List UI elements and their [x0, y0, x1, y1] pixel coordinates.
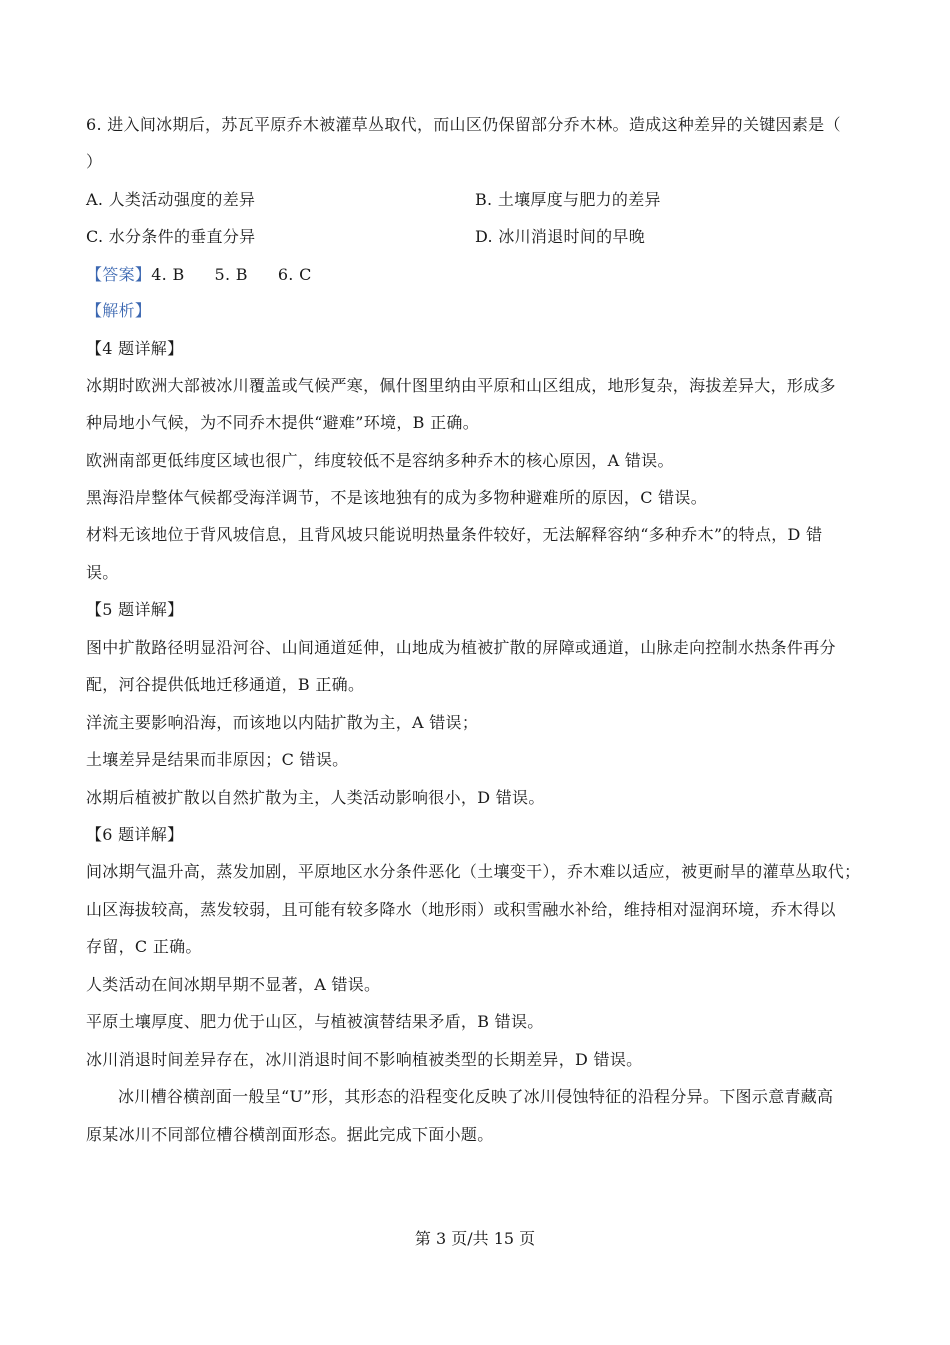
answer-5: 5. B [214, 265, 248, 284]
detail-6-line: 山区海拔较高，蒸发较弱，且可能有较多降水（地形雨）或积雪融水补给，维持相对湿润环境，乔木得以 [86, 900, 836, 919]
material-paragraph-line1: 冰川槽谷横剖面一般呈“U”形，其形态的沿程变化反映了冰川侵蚀特征的沿程分异。下图示意青藏高 [118, 1087, 834, 1106]
detail-5-line: 配，河谷提供低地迁移通道，B 正确。 [86, 675, 365, 694]
detail-4-line: 种局地小气候，为不同乔木提供“避难”环境，B 正确。 [86, 413, 480, 432]
detail-6-line: 冰川消退时间差异存在，冰川消退时间不影响植被类型的长期差异，D 错误。 [86, 1050, 643, 1069]
detail-4-line: 冰期时欧洲大部被冰川覆盖或气候严寒，佩什图里纳由平原和山区组成，地形复杂，海拔差异大，形成多 [86, 376, 836, 395]
detail-4-line: 材料无该地位于背风坡信息，且背风坡只能说明热量条件较好，无法解释容纳“多种乔木”的特点，D 错 [86, 525, 823, 544]
answer-6: 6. C [277, 265, 312, 284]
answer-4: 4. B [151, 265, 185, 284]
material-paragraph-line2: 原某冰川不同部位槽谷横剖面形态。据此完成下面小题。 [86, 1125, 494, 1144]
detail-5-heading: 【5 题详解】 [86, 600, 184, 619]
question-6-stem-line2: ） [86, 152, 103, 171]
question-6-option-b: B. 土壤厚度与肥力的差异 [475, 190, 661, 209]
detail-5-line: 土壤差异是结果而非原因；C 错误。 [86, 750, 349, 769]
detail-4-line: 误。 [86, 563, 119, 582]
answer-label: 【答案】 [86, 265, 152, 284]
page-number-footer: 第 3 页/共 15 页 [414, 1229, 536, 1248]
question-6-stem-line1: 6. 进入间冰期后，苏瓦平原乔木被灌草丛取代，而山区仍保留部分乔木林。造成这种差异的关键因素是（ [86, 115, 841, 134]
detail-5-line: 洋流主要影响沿海，而该地以内陆扩散为主，A 错误； [86, 713, 479, 732]
detail-4-heading: 【4 题详解】 [86, 339, 184, 358]
detail-6-line: 间冰期气温升高，蒸发加剧，平原地区水分条件恶化（土壤变干），乔木难以适应，被更耐旱的灌草丛取代； [86, 862, 861, 881]
question-6-option-a: A. 人类活动强度的差异 [86, 190, 256, 209]
detail-5-line: 冰期后植被扩散以自然扩散为主，人类活动影响很小，D 错误。 [86, 788, 545, 807]
detail-6-line: 存留，C 正确。 [86, 937, 202, 956]
analysis-label: 【解析】 [86, 301, 152, 320]
detail-6-line: 平原土壤厚度、肥力优于山区，与植被演替结果矛盾，B 错误。 [86, 1012, 544, 1031]
question-6-option-c: C. 水分条件的垂直分异 [86, 227, 256, 246]
detail-5-line: 图中扩散路径明显沿河谷、山间通道延伸，山地成为植被扩散的屏障或通道，山脉走向控制水热条件再分 [86, 638, 836, 657]
detail-6-heading: 【6 题详解】 [86, 825, 184, 844]
detail-4-line: 黑海沿岸整体气候都受海洋调节，不是该地独有的成为多物种避难所的原因，C 错误。 [86, 488, 708, 507]
answer-row [86, 264, 312, 286]
detail-6-line: 人类活动在间冰期早期不显著，A 错误。 [86, 975, 381, 994]
question-6-option-d: D. 冰川消退时间的早晚 [475, 227, 646, 246]
detail-4-line: 欧洲南部更低纬度区域也很广，纬度较低不是容纳多种乔木的核心原因，A 错误。 [86, 451, 674, 470]
